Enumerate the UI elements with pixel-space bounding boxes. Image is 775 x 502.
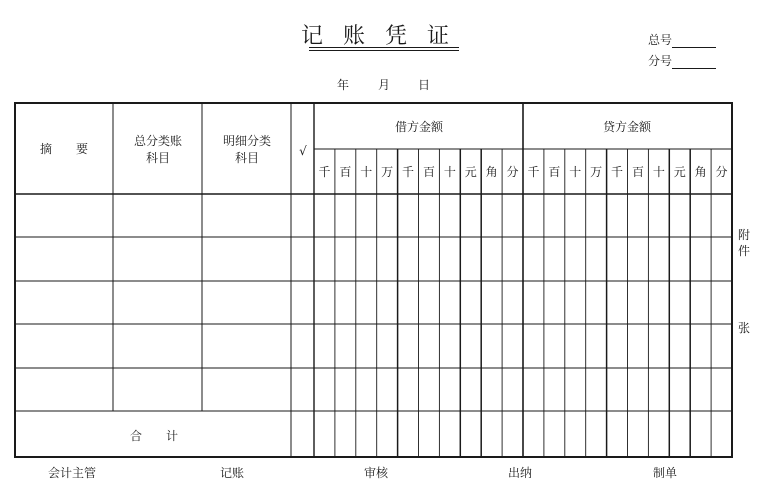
header-credit-amount: 贷方金额 — [602, 120, 652, 134]
debit-digit-unit-label: 分 — [506, 165, 519, 179]
voucher-title: 记账凭证 — [300, 24, 469, 49]
header-general-account-line2: 科目 — [145, 151, 171, 165]
attachment-label-2: 件 — [737, 244, 750, 258]
debit-digit-unit-label: 千 — [318, 165, 331, 179]
signature-cashier: 出纳 — [508, 466, 533, 480]
debit-digit-unit-label: 万 — [381, 165, 394, 179]
header-detail-account-line1: 明细分类 — [222, 134, 272, 148]
date-day: 日 — [418, 78, 431, 92]
debit-digit-unit-label: 十 — [443, 165, 456, 179]
attachment-label-3: 张 — [737, 321, 750, 335]
debit-digit-unit-label: 元 — [464, 165, 477, 179]
signature-bookkeeper: 记账 — [220, 466, 245, 480]
credit-digit-unit-label: 万 — [590, 165, 603, 179]
debit-digit-unit-label: 百 — [339, 165, 352, 179]
credit-digit-unit-label: 角 — [694, 165, 707, 179]
header-debit-amount: 借方金额 — [394, 120, 444, 134]
sub-number-label: 分号 — [648, 54, 673, 68]
total-row-label: 合 计 — [129, 429, 179, 443]
debit-digit-unit-label: 百 — [422, 165, 435, 179]
signature-auditor: 审核 — [364, 466, 389, 480]
signature-supervisor: 会计主管 — [48, 466, 97, 480]
header-general-account-line1: 总分类账 — [133, 134, 183, 148]
credit-digit-unit-label: 分 — [715, 165, 728, 179]
credit-digit-unit-label: 百 — [548, 165, 561, 179]
debit-digit-unit-label: 千 — [402, 165, 415, 179]
credit-digit-unit-label: 十 — [652, 165, 665, 179]
header-check-mark: √ — [299, 144, 307, 158]
table-border — [15, 103, 732, 457]
date-year: 年 — [337, 78, 350, 92]
date-month: 月 — [378, 78, 391, 92]
credit-digit-unit-label: 十 — [569, 165, 582, 179]
header-summary: 摘 要 — [39, 142, 89, 156]
signature-preparer: 制单 — [653, 466, 678, 480]
header-detail-account-line2: 科目 — [234, 151, 260, 165]
credit-digit-unit-label: 元 — [673, 165, 686, 179]
credit-digit-unit-label: 千 — [527, 165, 540, 179]
debit-digit-unit-label: 十 — [360, 165, 373, 179]
attachment-label-1: 附 — [737, 228, 750, 242]
debit-digit-unit-label: 角 — [485, 165, 498, 179]
total-number-label: 总号 — [648, 33, 673, 47]
credit-digit-unit-label: 百 — [631, 165, 644, 179]
credit-digit-unit-label: 千 — [611, 165, 624, 179]
